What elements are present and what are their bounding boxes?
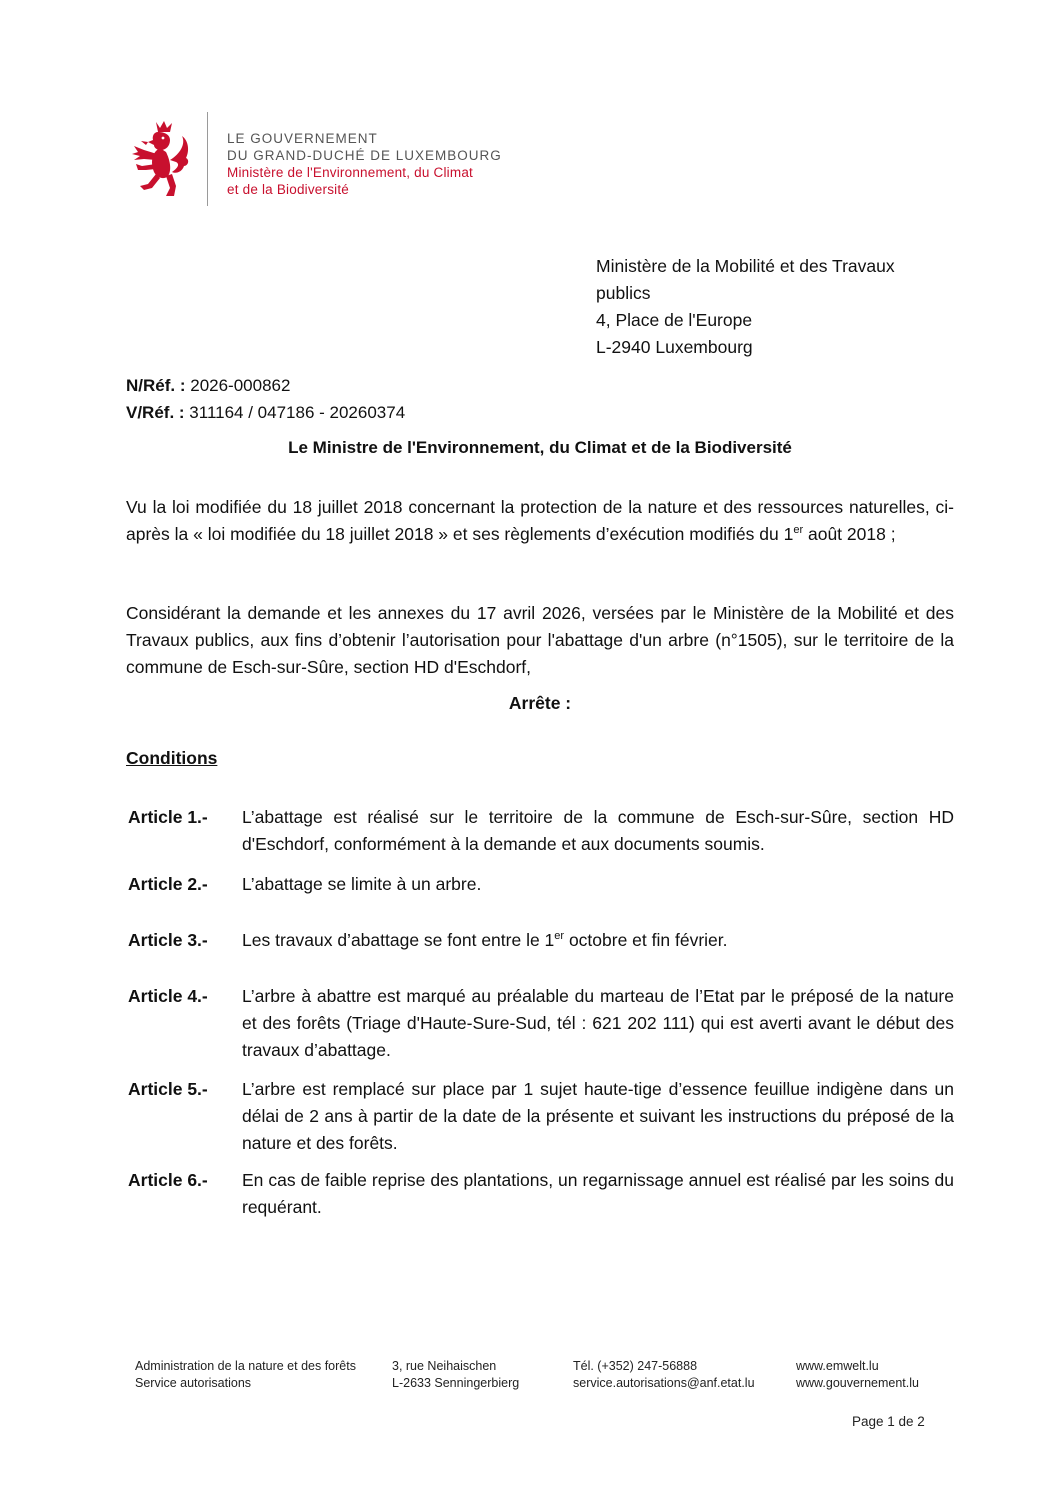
article-3-sup: er (554, 930, 565, 943)
paragraph-vu-la-loi (126, 494, 954, 548)
footer-administration (135, 1358, 356, 1392)
footer-address (392, 1358, 519, 1392)
paragraph-considerant: Considérant la demande et les annexes du 17 avril 2026, versées par le Ministère de la Mobilité et des Travaux publics, aux fins d’obtenir l’autorisation pour l'abattage d'un arbre (n°1505), sur le territoire de la commune de Esch-sur-Sûre, section HD d'Eschdorf, (126, 603, 954, 677)
references (126, 372, 405, 426)
article-text: En cas de faible reprise des plantations, un regarnissage annuel est réalisé par les soins du requérant. (242, 1170, 954, 1217)
article-4 (128, 983, 954, 1064)
article-label: Article 6.- (128, 1170, 208, 1190)
footer-line: L-2633 Senningerbierg (392, 1376, 520, 1390)
our-reference-label: N/Réf. : (126, 376, 186, 395)
article-text: L’arbre est remplacé sur place par 1 sujet haute-tige d’essence feuillue indigène dans un délai de 2 ans à partir de la date de la présente et suivant les instructions du préposé de la nature et des forêts. (242, 1079, 954, 1153)
ministry-line-2: et de la Biodiversité (227, 182, 350, 197)
paragraph-1-sup: er (793, 524, 804, 537)
page-number: Page 1 de 2 (852, 1414, 925, 1429)
gov-line-2: DU GRAND-DUCHÉ DE LUXEMBOURG (227, 148, 502, 163)
article-label: Article 1.- (128, 807, 208, 827)
article-text: L’abattage est réalisé sur le territoire de la commune de Esch-sur-Sûre, section HD d'Eschdorf, conformément à la demande et aux documents soumis. (242, 807, 954, 854)
article-label: Article 5.- (128, 1079, 208, 1099)
article-text (242, 927, 954, 954)
article-text: L’arbre à abattre est marqué au préalable du marteau de l’Etat par le préposé de la nature et des forêts (Triage d'Haute-Sure-Sud, tél : 621 202 111) qui est averti avant le début des travaux d’abattage. (242, 986, 954, 1060)
our-reference (126, 372, 405, 399)
your-reference (126, 399, 405, 426)
footer-website-link[interactable]: www.gouvernement.lu (796, 1376, 919, 1390)
footer-contact (573, 1358, 755, 1392)
address-line-1: Ministère de la Mobilité et des Travaux (596, 256, 895, 276)
article-3-text: Les travaux d’abattage se font entre le 1 (242, 930, 555, 950)
article-6 (128, 1167, 954, 1221)
footer-line: Administration de la nature et des forêts (135, 1359, 356, 1373)
article-label: Article 3.- (128, 930, 208, 950)
paragraph-1-text: Vu la loi modifiée du 18 juillet 2018 concernant la protection de la nature et des ressources naturelles, ci-après la « loi modifiée du 18 juillet 2018 » et ses règlements d’exécution modifiés du 1 (126, 497, 954, 544)
address-line-3: 4, Place de l'Europe (596, 310, 753, 330)
article-5 (128, 1076, 954, 1157)
footer-websites (796, 1358, 919, 1392)
footer-line: 3, rue Neihaischen (392, 1359, 497, 1373)
recipient-address (596, 253, 956, 361)
article-2 (128, 871, 954, 898)
minister-title: Le Ministre de l'Environnement, du Climat et de la Biodiversité (288, 438, 792, 457)
logo-divider (207, 112, 208, 206)
footer-website-link[interactable]: www.emwelt.lu (796, 1359, 879, 1373)
address-line-2: publics (596, 283, 651, 303)
conditions-heading: Conditions (126, 748, 218, 768)
arrete-heading: Arrête : (508, 693, 572, 713)
red-lion-logo-icon (130, 120, 192, 200)
footer-email: service.autorisations@anf.etat.lu (573, 1376, 755, 1390)
your-reference-value: 311164 / 047186 - 20260374 (189, 403, 406, 422)
article-label: Article 2.- (128, 874, 208, 894)
gov-line-1: LE GOUVERNEMENT (227, 131, 378, 146)
article-3 (128, 927, 954, 954)
article-1 (128, 804, 954, 858)
article-3-tail: octobre et fin février. (564, 930, 728, 950)
our-reference-value: 2026-000862 (190, 376, 291, 395)
footer-line: Service autorisations (135, 1376, 252, 1390)
government-header (227, 130, 502, 198)
address-line-4: L-2940 Luxembourg (596, 337, 753, 357)
paragraph-1-tail: août 2018 ; (803, 524, 896, 544)
ministry-line-1: Ministère de l'Environnement, du Climat (227, 165, 473, 180)
article-label: Article 4.- (128, 986, 208, 1006)
footer-phone: Tél. (+352) 247-56888 (573, 1359, 698, 1373)
article-text: L’abattage se limite à un arbre. (242, 874, 482, 894)
your-reference-label: V/Réf. : (126, 403, 185, 422)
